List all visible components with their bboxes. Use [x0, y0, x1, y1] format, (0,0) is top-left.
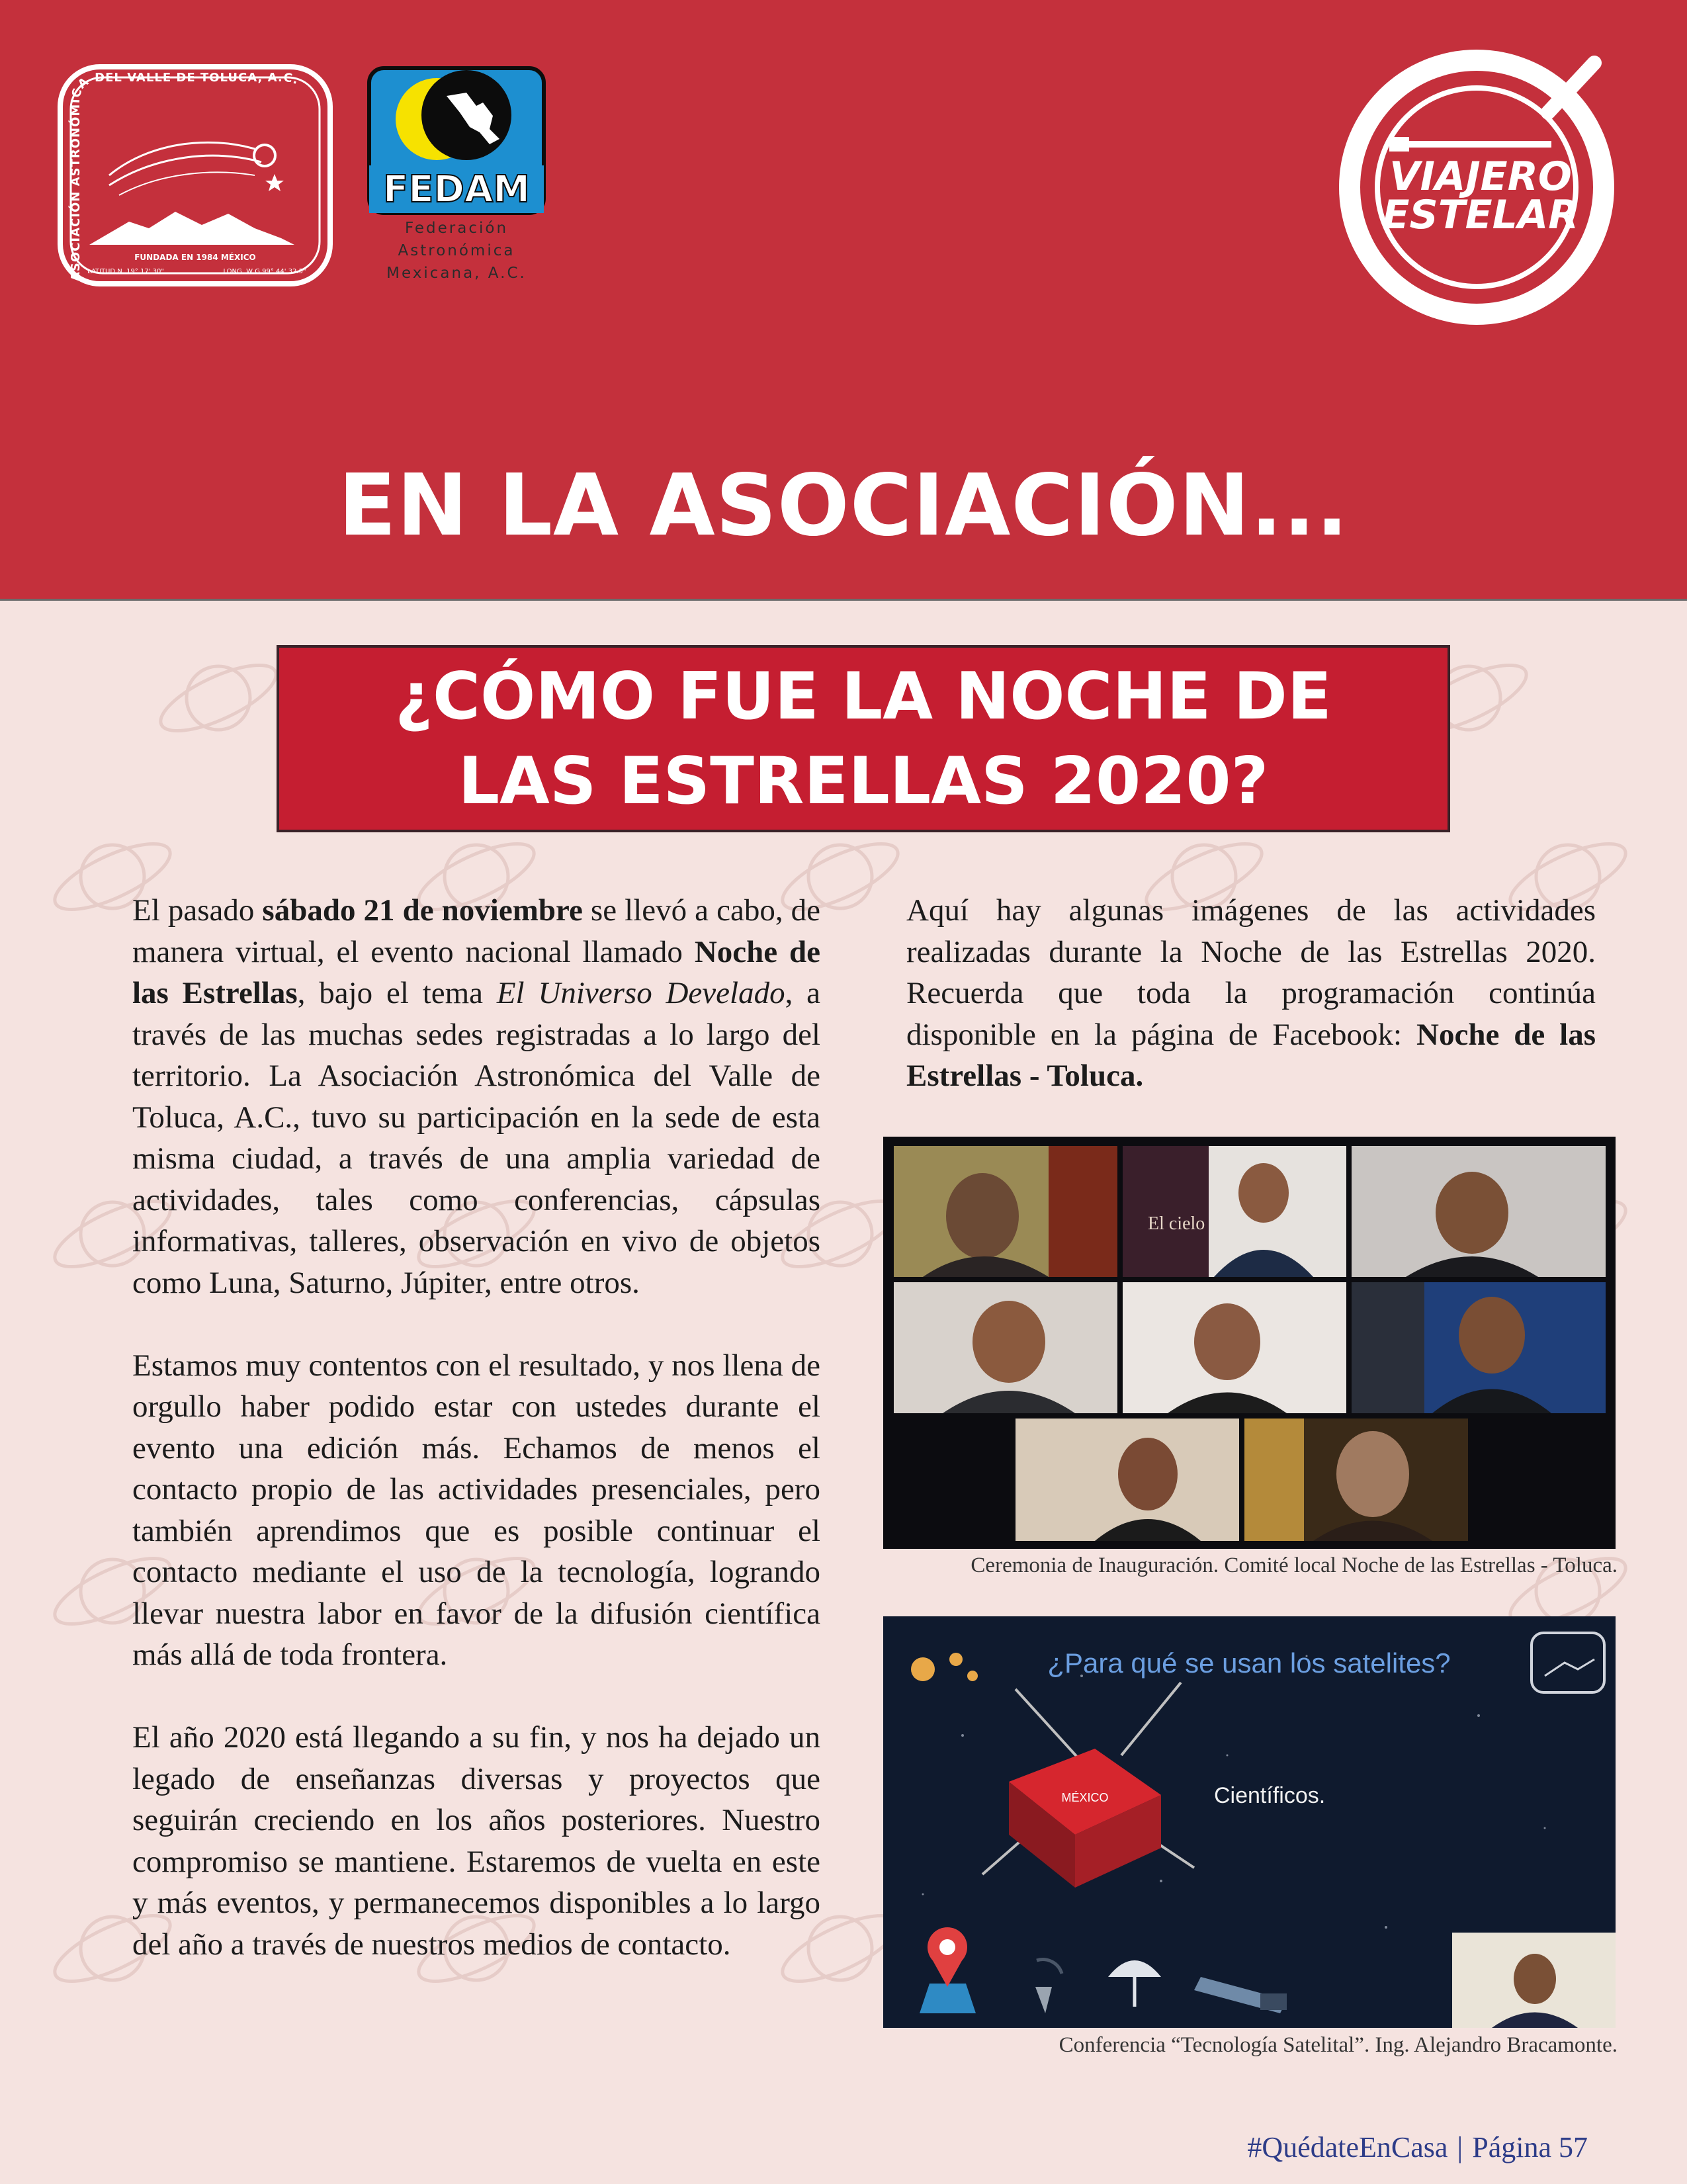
section-title: EN LA ASOCIACIÓN... [338, 457, 1349, 555]
asociacion-logo [56, 63, 334, 288]
slide-label: Científicos. [1214, 1783, 1326, 1808]
tile-participant-5 [1123, 1282, 1346, 1413]
slide-title: ¿Para qué se usan los satelites? [1047, 1647, 1451, 1679]
viajero-line2: ESTELAR [1382, 192, 1579, 238]
tile-participant-1 [894, 1146, 1117, 1277]
svg-text:ASOCIACIÓN ASTRONÓMICA DEL VAL [68, 71, 301, 281]
tile-participant-7 [1016, 1419, 1239, 1541]
fedam-sub-line1: Federación [404, 220, 509, 237]
p1-date-bold: sábado 21 de noviembre [262, 893, 583, 928]
tile-participant-6 [1352, 1282, 1606, 1413]
footer-hashtag: #QuédateEnCasa [1247, 2131, 1448, 2163]
tile-participant-4 [894, 1282, 1117, 1413]
photo-inauguration-videocall [883, 1137, 1616, 1549]
p1-text-1: El pasado [132, 893, 263, 928]
p1-text-4: , a través de las muchas sedes registradas a lo largo del territorio. La Asociación Astronómica del Valle de Toluca, A.C., tuvo su participación en la sede de esta misma ciudad, a través de una amplia variedad de actividades, tales como conferencias, cápsulas informativas, talleres, observación en vivo de objetos como Luna, Saturno, Júpiter, entre otros. [132, 976, 820, 1300]
p1-text-2: se llevó a cabo, de manera virtual, el evento nacional llamado [132, 893, 820, 969]
paragraph-2: Estamos muy contentos con el resultado, y nos llena de orgullo haber podido estar con ustedes durante el evento una edición más. Echamos de menos el contacto propio de las actividades presenciales, pero también aprendimos que es posible continuar el contacto mediante el uso de la tecnología, logrando llevar nuestra labor en favor de la difusión científica más allá de toda frontera. [132, 1348, 820, 1672]
header-banner [0, 0, 1687, 601]
asociacion-latitude: LATITUD N. 19° 17' 30" [87, 268, 164, 275]
paragraph-1 [132, 890, 820, 1303]
fedam-name: FEDAM [382, 168, 531, 211]
fedam-emblem [367, 66, 546, 215]
p1-event-bold: Noche de las Estrellas [132, 934, 820, 1010]
speaker-video-tile [1452, 1933, 1616, 2028]
paragraph-3: El año 2020 está llegando a su fin, y nos ha dejado un legado de enseñanzas diversas y proyectos que seguirán creciendo en los años posteriores. Nuestro compromiso se mantiene. Estaremos de vuelta en este y más eventos, y permanecemos disponibles a lo largo del año a través de nuestros medios de contacto. [132, 1720, 820, 1962]
intro-text: Aquí hay algunas imágenes de las actividades realizadas durante la Noche de las Estrellas 2020. Recuerda que toda la programación continúa disponible en la página de Facebook: [906, 893, 1596, 1052]
caption-satellite-conference: Conferencia “Tecnología Satelital”. Ing. Alejandro Bracamonte. [1059, 2033, 1618, 2057]
facebook-page-name: Noche de las Estrellas - Toluca. [906, 1017, 1596, 1093]
article-title: ¿CÓMO FUE LA NOCHE DE LAS ESTRELLAS 2020? [395, 658, 1332, 819]
book-cover-text: El cielo [1148, 1213, 1205, 1234]
asociacion-longitude: LONG. W G 99° 44' 32.5" [223, 268, 306, 275]
p1-text-3: , bajo el tema [297, 976, 497, 1010]
intro-paragraph [906, 890, 1596, 1097]
caption-inauguration: Ceremonia de Inauguración. Comité local Noche de las Estrellas - Toluca. [971, 1553, 1618, 1577]
viajero-estelar-logo [1330, 36, 1627, 334]
right-column-intro [906, 890, 1596, 1097]
satellite-label: MÉXICO [1061, 1791, 1109, 1804]
p1-theme-italic: El Universo Develado [496, 976, 785, 1010]
tile-participant-8 [1244, 1419, 1468, 1541]
tile-participant-2 [1123, 1146, 1346, 1277]
fedam-subtitle [367, 217, 546, 284]
fedam-sub-line3: Mexicana, A.C. [386, 265, 527, 282]
photo-satellite-conference [883, 1616, 1616, 2028]
viajero-line1: VIAJERO [1389, 153, 1572, 200]
page-number: Página 57 [1472, 2131, 1588, 2163]
tile-participant-3 [1352, 1146, 1606, 1277]
footer-separator: | [1457, 2131, 1463, 2163]
fedam-logo [367, 66, 546, 291]
article-title-box [277, 645, 1450, 832]
page-footer [1191, 2130, 1588, 2164]
left-column [132, 890, 820, 2007]
asociacion-founded: FUNDADA EN 1984 MÉXICO [134, 253, 256, 262]
asociacion-ring-text: ASOCIACIÓN ASTRONÓMICA DEL VALLE DE TOLUCA, A.C. [68, 70, 302, 281]
fedam-sub-line2: Astronómica [398, 242, 515, 259]
